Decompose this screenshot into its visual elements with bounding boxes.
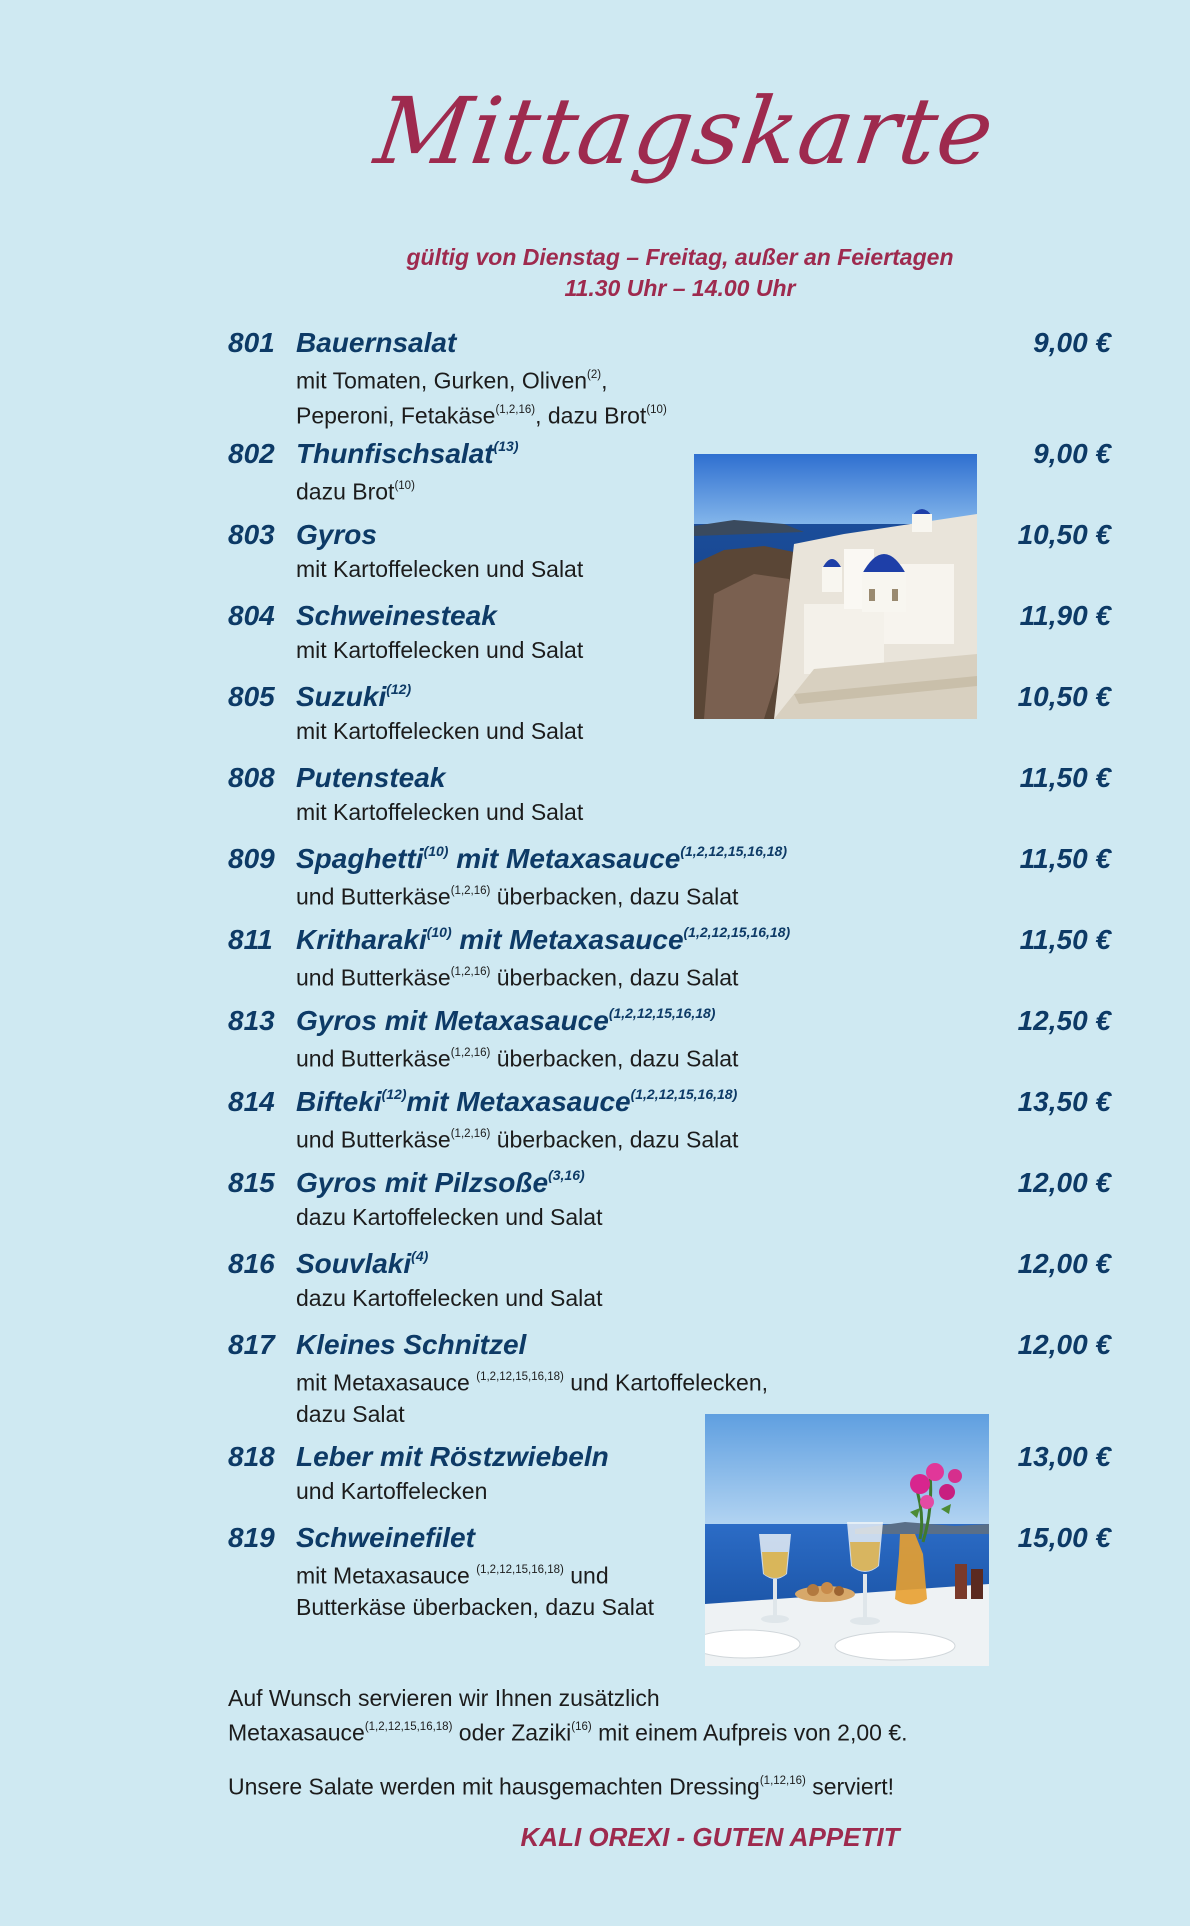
item-number: 811	[228, 924, 273, 955]
item-name: Kritharaki$^{(10)}$ mit Metaxasauce$^{(1,2,12,15,16,18)}$	[296, 923, 791, 955]
validity-days: gültig von Dienstag – Freitag, außer an Feiertagen	[406, 244, 954, 270]
item-name: Bifteki$^{(12)}$mit Metaxasauce$^{(1,2,12,15,16,18)}$	[296, 1085, 738, 1117]
item-description: mit Kartoffelecken und Salat	[296, 799, 584, 825]
item-name: Souvlaki$^{(4)}$	[296, 1247, 429, 1279]
item-price: 11,50 €	[1019, 843, 1111, 874]
item-description: und Butterkäse$^{(1,2,16)}$ überbacken, dazu Salat	[296, 883, 739, 910]
validity-info	[0, 242, 1190, 304]
item-number: 818	[228, 1441, 275, 1472]
item-price: 9,00 €	[1033, 327, 1111, 358]
item-price: 11,90 €	[1019, 600, 1111, 631]
item-number: 814	[228, 1086, 275, 1117]
item-price: 10,50 €	[1017, 681, 1111, 712]
item-name: Schweinesteak	[296, 600, 497, 631]
item-price: 12,00 €	[1017, 1248, 1111, 1279]
item-name: Kleines Schnitzel	[296, 1329, 527, 1360]
item-description: und Butterkäse$^{(1,2,16)}$ überbacken, dazu Salat	[296, 1126, 739, 1153]
page-title: Mittagskarte	[369, 78, 1001, 185]
item-description: dazu Kartoffelecken und Salat	[296, 1285, 603, 1311]
item-number: 815	[228, 1167, 275, 1198]
extra-sauce-note: Auf Wunsch servieren wir Ihnen zusätzlich Metaxasauce$^{(1,2,12,15,16,18)}$ oder Zaziki$^{(16)}$ mit einem Aufpreis von 2,00 €.	[228, 1685, 908, 1746]
item-description: mit Metaxasauce $^{(1,2,12,15,16,18)}$ und Kartoffelecken, dazu Salat	[296, 1369, 769, 1427]
item-name: Gyros mit Pilzsoße$^{(3,16)}$	[296, 1166, 585, 1198]
item-description: dazu Brot$^{(10)}$	[296, 478, 415, 505]
item-price: 13,50 €	[1017, 1086, 1111, 1117]
item-price: 11,50 €	[1019, 924, 1111, 955]
item-name: Schweinefilet	[296, 1522, 475, 1553]
item-price: 11,50 €	[1019, 762, 1111, 793]
item-description: mit Tomaten, Gurken, Oliven$^{(2)}$, Peperoni, Fetakäse$^{(1,2,16)}$, dazu Brot$^{(10)}$	[296, 367, 667, 429]
item-number: 804	[228, 600, 275, 631]
item-number: 801	[228, 327, 275, 358]
item-number: 803	[228, 519, 275, 550]
item-name: Gyros mit Metaxasauce$^{(1,2,12,15,16,18)}$	[296, 1004, 716, 1036]
item-price: 10,50 €	[1017, 519, 1111, 550]
item-description: mit Metaxasauce $^{(1,2,12,15,16,18)}$ und Butterkäse überbacken, dazu Salat	[296, 1562, 655, 1620]
item-number: 809	[228, 843, 275, 874]
item-number: 817	[228, 1329, 275, 1360]
item-price: 12,50 €	[1017, 1005, 1111, 1036]
item-price: 15,00 €	[1017, 1522, 1111, 1553]
item-number: 802	[228, 438, 275, 469]
item-description: mit Kartoffelecken und Salat	[296, 637, 584, 663]
item-price: 13,00 €	[1017, 1441, 1111, 1472]
santorini-church-photo	[694, 454, 977, 719]
item-number: 813	[228, 1005, 275, 1036]
item-name: Gyros	[296, 519, 377, 550]
item-name: Bauernsalat	[296, 327, 457, 358]
item-description: dazu Kartoffelecken und Salat	[296, 1204, 603, 1230]
item-description: mit Kartoffelecken und Salat	[296, 718, 584, 744]
item-name: Putensteak	[296, 762, 446, 793]
item-number: 808	[228, 762, 275, 793]
item-price: 12,00 €	[1017, 1167, 1111, 1198]
item-price: 9,00 €	[1033, 438, 1111, 469]
salad-dressing-note: Unsere Salate werden mit hausgemachten Dressing$^{(1,12,16)}$ serviert!	[228, 1773, 895, 1800]
item-number: 805	[228, 681, 275, 712]
footer-slogan: KALI OREXI - GUTEN APPETIT	[520, 1822, 900, 1852]
item-name: Thunfischsalat$^{(13)}$	[296, 437, 519, 469]
item-name: Leber mit Röstzwiebeln	[296, 1441, 609, 1472]
item-description: und Butterkäse$^{(1,2,16)}$ überbacken, dazu Salat	[296, 964, 739, 991]
item-number: 819	[228, 1522, 275, 1553]
wine-terrace-photo	[705, 1414, 989, 1666]
item-name: Suzuki$^{(12)}$	[296, 680, 412, 712]
item-price: 12,00 €	[1017, 1329, 1111, 1360]
item-name: Spaghetti$^{(10)}$ mit Metaxasauce$^{(1,2,12,15,16,18)}$	[296, 842, 787, 874]
item-description: mit Kartoffelecken und Salat	[296, 556, 584, 582]
validity-hours: 11.30 Uhr – 14.00 Uhr	[564, 275, 796, 301]
item-number: 816	[228, 1248, 275, 1279]
item-description: und Kartoffelecken	[296, 1478, 488, 1504]
item-description: und Butterkäse$^{(1,2,16)}$ überbacken, dazu Salat	[296, 1045, 739, 1072]
